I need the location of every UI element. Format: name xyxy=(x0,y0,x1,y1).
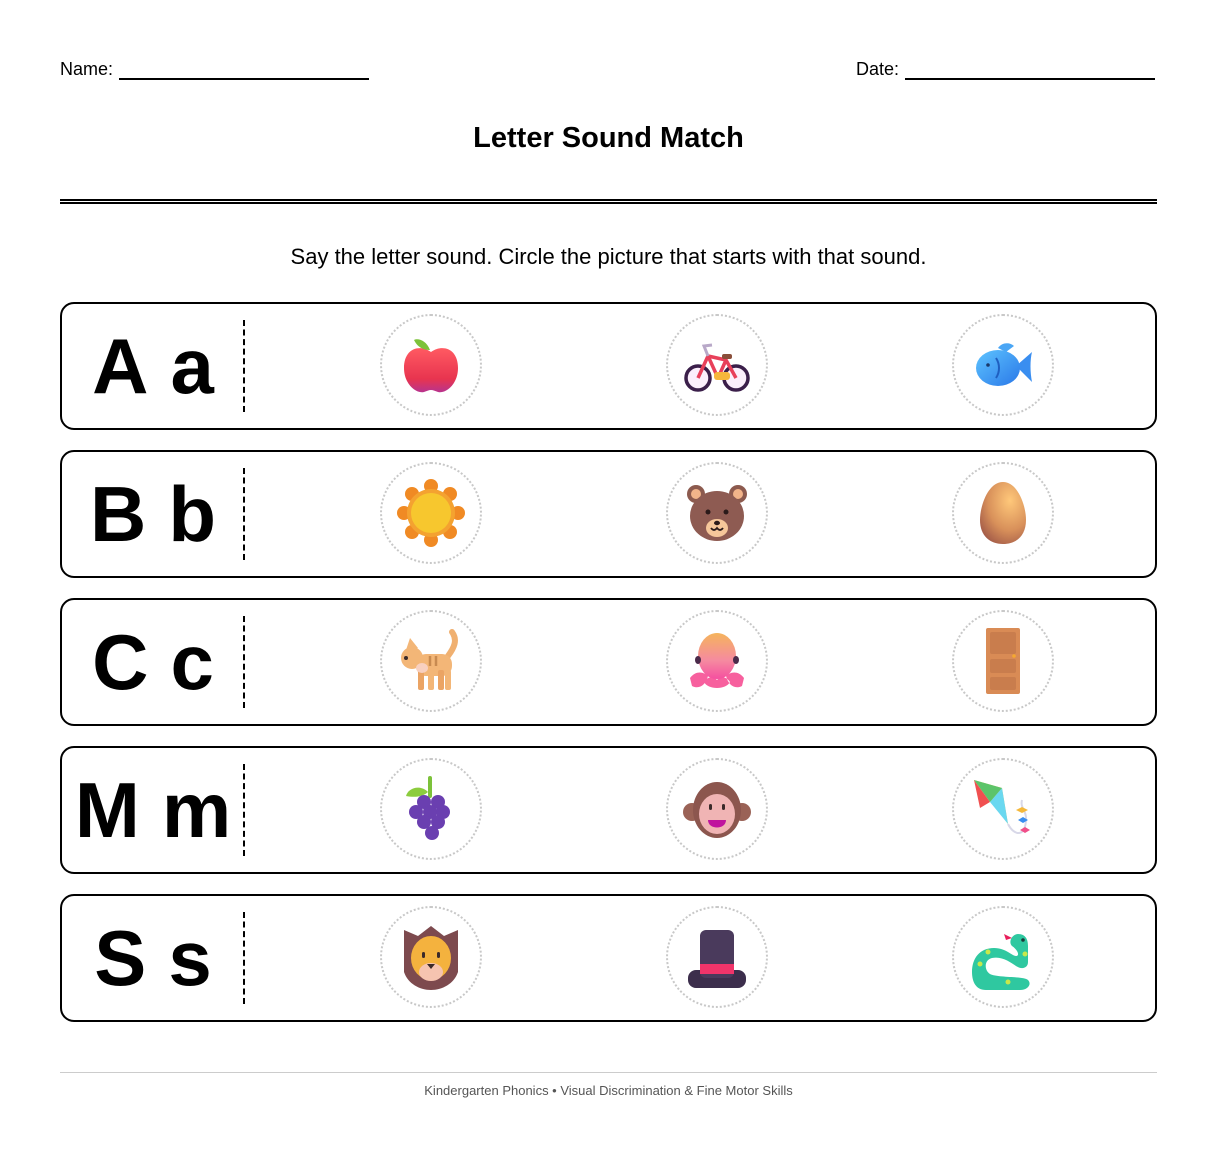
picture-choice-kite[interactable] xyxy=(952,758,1054,860)
uppercase-letter: A xyxy=(92,321,149,410)
picture-choice-fish[interactable] xyxy=(952,314,1054,416)
letter-pair xyxy=(62,896,244,1020)
letter-row-b xyxy=(60,450,1157,578)
footer-rule xyxy=(60,1072,1157,1073)
picture-choice-cat[interactable] xyxy=(380,610,482,712)
grapes-icon xyxy=(396,774,466,844)
cat-icon xyxy=(396,626,466,696)
date-label: Date: xyxy=(856,59,900,79)
instructions: Say the letter sound. Circle the picture that starts with that sound. xyxy=(290,244,927,269)
monkey-icon xyxy=(682,774,752,844)
lowercase-letter: s xyxy=(168,913,212,1002)
door-icon xyxy=(968,626,1038,696)
picture-choice-sun[interactable] xyxy=(380,462,482,564)
uppercase-letter: C xyxy=(92,617,149,706)
octopus-icon xyxy=(682,626,752,696)
uppercase-letter: M xyxy=(74,765,140,854)
letter-row-m xyxy=(60,746,1157,874)
letter-pair xyxy=(62,452,244,576)
letter-row-a xyxy=(60,302,1157,430)
dashed-divider xyxy=(243,616,245,708)
title-double-rule xyxy=(60,199,1157,204)
snake-icon xyxy=(968,922,1038,992)
picture-choice-bear[interactable] xyxy=(666,462,768,564)
lowercase-letter: c xyxy=(170,617,214,706)
dashed-divider xyxy=(243,320,245,412)
footer-text: Kindergarten Phonics • Visual Discrimination & Fine Motor Skills xyxy=(424,1083,793,1098)
bear-icon xyxy=(682,478,752,548)
page-title: Letter Sound Match xyxy=(473,122,744,154)
uppercase-letter: B xyxy=(90,469,147,558)
picture-choice-grapes[interactable] xyxy=(380,758,482,860)
picture-choice-monkey[interactable] xyxy=(666,758,768,860)
bicycle-icon xyxy=(682,330,752,400)
apple-icon xyxy=(396,330,466,400)
dashed-divider xyxy=(243,912,245,1004)
date-field[interactable] xyxy=(856,58,1155,80)
sun-icon xyxy=(396,478,466,548)
name-field[interactable] xyxy=(60,58,369,80)
lowercase-letter: a xyxy=(170,321,214,410)
lion-icon xyxy=(396,922,466,992)
name-label: Name: xyxy=(60,59,114,79)
picture-choice-lion[interactable] xyxy=(380,906,482,1008)
lowercase-letter: m xyxy=(161,765,232,854)
picture-choice-door[interactable] xyxy=(952,610,1054,712)
uppercase-letter: S xyxy=(94,913,147,1002)
egg-icon xyxy=(968,478,1038,548)
picture-choice-snake[interactable] xyxy=(952,906,1054,1008)
picture-choice-egg[interactable] xyxy=(952,462,1054,564)
lowercase-letter: b xyxy=(168,469,216,558)
picture-choice-top-hat[interactable] xyxy=(666,906,768,1008)
letter-row-c xyxy=(60,598,1157,726)
letter-rows xyxy=(60,302,1157,1042)
picture-choice-octopus[interactable] xyxy=(666,610,768,712)
letter-pair xyxy=(62,748,244,872)
picture-choice-bicycle[interactable] xyxy=(666,314,768,416)
letter-pair xyxy=(62,600,244,724)
letter-pair xyxy=(62,304,244,428)
kite-icon xyxy=(968,774,1038,844)
dashed-divider xyxy=(243,764,245,856)
dashed-divider xyxy=(243,468,245,560)
letter-row-s xyxy=(60,894,1157,1022)
name-writing-line[interactable] xyxy=(119,62,369,80)
fish-icon xyxy=(968,330,1038,400)
picture-choice-apple[interactable] xyxy=(380,314,482,416)
date-writing-line[interactable] xyxy=(905,62,1155,80)
top-hat-icon xyxy=(682,922,752,992)
